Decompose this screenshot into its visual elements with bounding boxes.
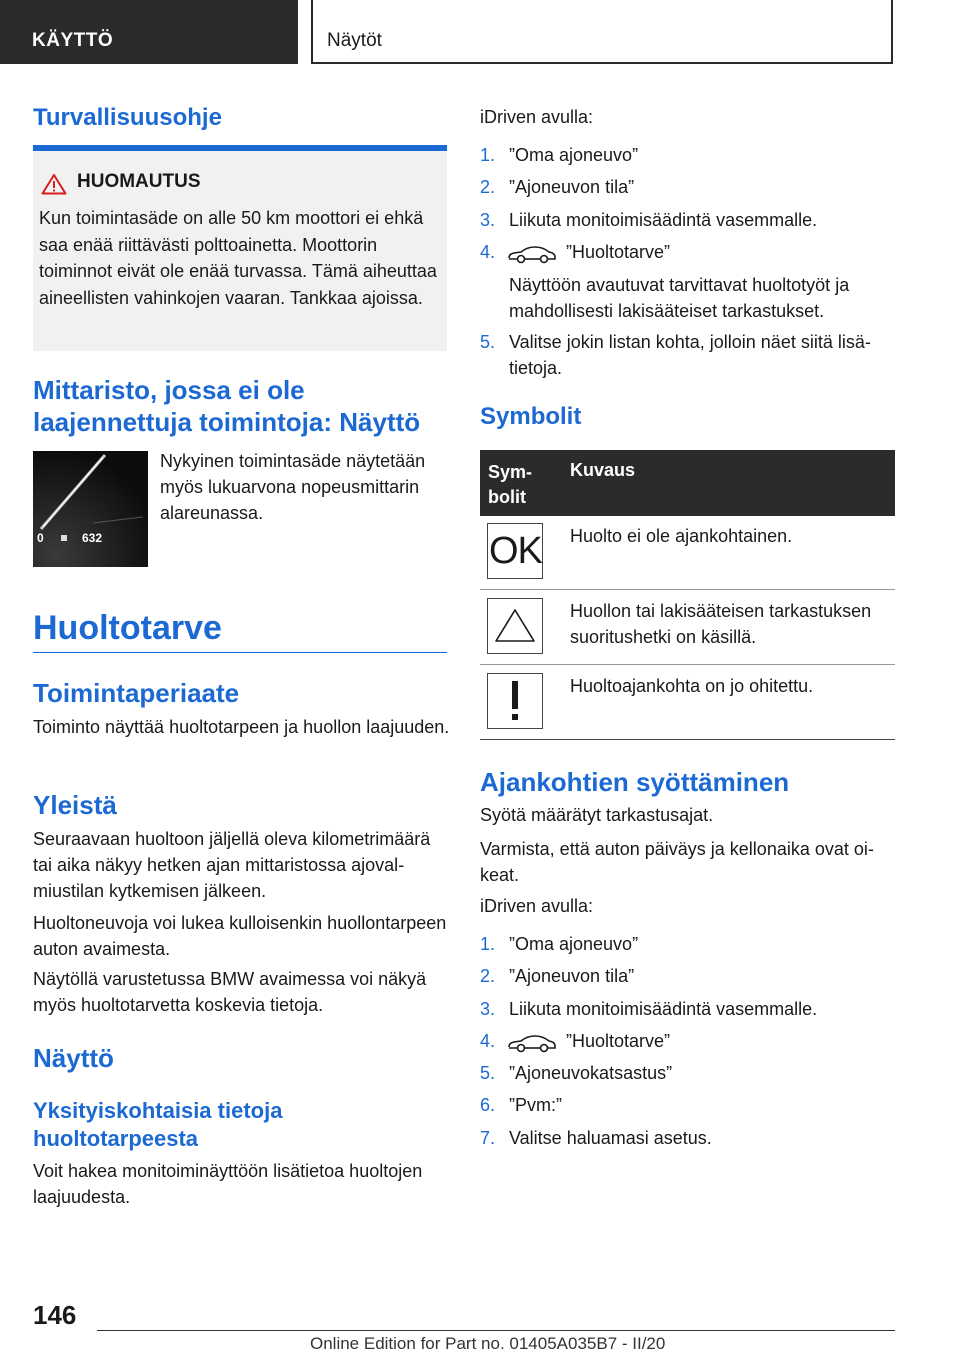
general-p1: Seuraavaan huoltoon jäljellä oleva kilometrimäärä tai aika näkyy hetken ajan mittaristossa ajovalmiustilan kytkemisen jälkeen. bbox=[33, 829, 431, 901]
gauge-zero-label: 0 bbox=[37, 531, 44, 545]
table-row-desc: Huollon tai lakisääteisen tarkastuksen suoritushetki on käsillä. bbox=[570, 601, 872, 647]
details-text: Voit hakea monitoiminäyttöön lisätietoa huoltojen laajuudesta. bbox=[33, 1161, 423, 1207]
step-text: Liikuta monitoimisäädintä vasemmalle. bbox=[509, 999, 818, 1019]
step-text: ”Huoltotarve” bbox=[566, 242, 671, 262]
heading-dates: Ajankohtien syöttäminen bbox=[480, 767, 790, 797]
idrive-intro-1: iDriven avulla: bbox=[480, 107, 594, 127]
table-divider bbox=[480, 664, 895, 665]
principle-text: Toiminto näyttää huoltotarpeen ja huollon laajuuden. bbox=[33, 717, 450, 737]
notice-text: Kun toimintasäde on alle 50 km moottori ei ehkä saa enää riittävästi polttoainetta. Moottorin toiminnot eivät ole enää turvassa. Tämä aiheuttaa aineellisten vahinkojen vaaran. Tankkaa ajoissa. bbox=[39, 208, 437, 308]
heading-general: Yleistä bbox=[33, 790, 117, 820]
table-row-desc: Huoltoajankohta on jo ohitettu. bbox=[570, 676, 814, 696]
chapter-tab bbox=[311, 0, 893, 64]
exclamation-icon bbox=[488, 674, 542, 728]
step-text: Valitse jokin listan kohta, jolloin näet siitä lisätietoja. bbox=[509, 332, 871, 378]
step-text: ”Oma ajoneuvo” bbox=[509, 145, 639, 165]
cluster-gauge-graphic bbox=[33, 451, 148, 567]
step-note: Näyttöön avautuvat tarvittavat huoltotyöt ja mahdollisesti lakisääteiset tarkastukset. bbox=[509, 275, 850, 321]
step-number: 4. bbox=[480, 1031, 496, 1051]
warning-icon bbox=[41, 173, 67, 195]
step-number: 1. bbox=[480, 934, 496, 954]
cluster-image bbox=[33, 451, 148, 567]
heading-symbols: Symbolit bbox=[480, 403, 582, 430]
table-col-symbols: Symbolit bbox=[488, 462, 533, 507]
section-tab bbox=[0, 0, 298, 64]
step-number: 5. bbox=[480, 1063, 496, 1083]
step-number: 3. bbox=[480, 999, 496, 1019]
step-text: ”Huoltotarve” bbox=[566, 1031, 671, 1051]
step-number: 4. bbox=[480, 242, 496, 262]
step-text: Liikuta monitoimisäädintä vasemmalle. bbox=[509, 210, 818, 230]
cluster-text: Nykyinen toimintasäde näytetään myös lukuarvona nopeusmittarin alareunassa. bbox=[160, 451, 426, 523]
step-number: 7. bbox=[480, 1128, 496, 1148]
car-icon bbox=[507, 1034, 557, 1054]
step-text: ”Pvm:” bbox=[509, 1095, 562, 1115]
heading-safety: Turvallisuusohje bbox=[33, 104, 222, 131]
symbol-exclamation-box bbox=[487, 673, 543, 729]
heading-service: Huoltotarve bbox=[33, 609, 222, 647]
step-number: 1. bbox=[480, 145, 496, 165]
step-text: ”Oma ajoneuvo” bbox=[509, 934, 639, 954]
step-text: ”Ajoneuvon tila” bbox=[509, 966, 635, 986]
general-p2: Huoltoneuvoja voi lukea kulloisenkin huollontarpeen auton avaimesta. bbox=[33, 913, 447, 959]
notice-title: HUOMAUTUS bbox=[77, 171, 201, 192]
table-row-desc: Huolto ei ole ajankohtainen. bbox=[570, 526, 793, 546]
edition-text: Online Edition for Part no. 01405A035B7 - II/20 bbox=[310, 1334, 666, 1353]
table-divider bbox=[480, 589, 895, 590]
idrive-intro-2: iDriven avulla: bbox=[480, 896, 594, 916]
footer-rule bbox=[97, 1330, 895, 1331]
section-title: KÄYTTÖ bbox=[32, 30, 114, 51]
dates-p1: Syötä määrätyt tarkastusajat. bbox=[480, 805, 714, 825]
symbol-ok-text: OK bbox=[489, 530, 542, 572]
dates-p2: Varmista, että auton päiväys ja kellonaika ovat oikeat. bbox=[480, 839, 874, 885]
heading-display: Näyttö bbox=[33, 1043, 114, 1073]
chapter-title: Näytöt bbox=[327, 30, 382, 51]
table-bottom-line bbox=[480, 739, 895, 740]
triangle-icon bbox=[488, 599, 542, 653]
step-number: 3. bbox=[480, 210, 496, 230]
car-icon bbox=[507, 245, 557, 265]
heading-cluster: Mittaristo, jossa ei ole laajennettuja toimintoja: Näyttö bbox=[33, 375, 421, 437]
symbol-ok-box bbox=[487, 523, 543, 579]
step-number: 5. bbox=[480, 332, 496, 352]
notice-box bbox=[33, 145, 447, 351]
step-number: 2. bbox=[480, 966, 496, 986]
heading-rule bbox=[33, 652, 447, 653]
step-text: ”Ajoneuvon tila” bbox=[509, 177, 635, 197]
heading-principle: Toimintaperiaate bbox=[33, 678, 240, 708]
gauge-range-value: 632 bbox=[82, 531, 103, 545]
step-text: Valitse haluamasi asetus. bbox=[509, 1128, 712, 1148]
symbol-triangle-box bbox=[487, 598, 543, 654]
table-col-description: Kuvaus bbox=[570, 460, 636, 480]
general-p3: Näytöllä varustetussa BMW avaimessa voi näkyä myös huoltotarvetta koskevia tietoja. bbox=[33, 969, 427, 1015]
step-number: 6. bbox=[480, 1095, 496, 1115]
step-number: 2. bbox=[480, 177, 496, 197]
page-number: 146 bbox=[33, 1300, 77, 1330]
step-text: ”Ajoneuvokatsastus” bbox=[509, 1063, 673, 1083]
heading-details: Yksityiskohtaisia tietoja huoltotarpeesta bbox=[33, 1098, 283, 1151]
table-header bbox=[480, 450, 895, 516]
